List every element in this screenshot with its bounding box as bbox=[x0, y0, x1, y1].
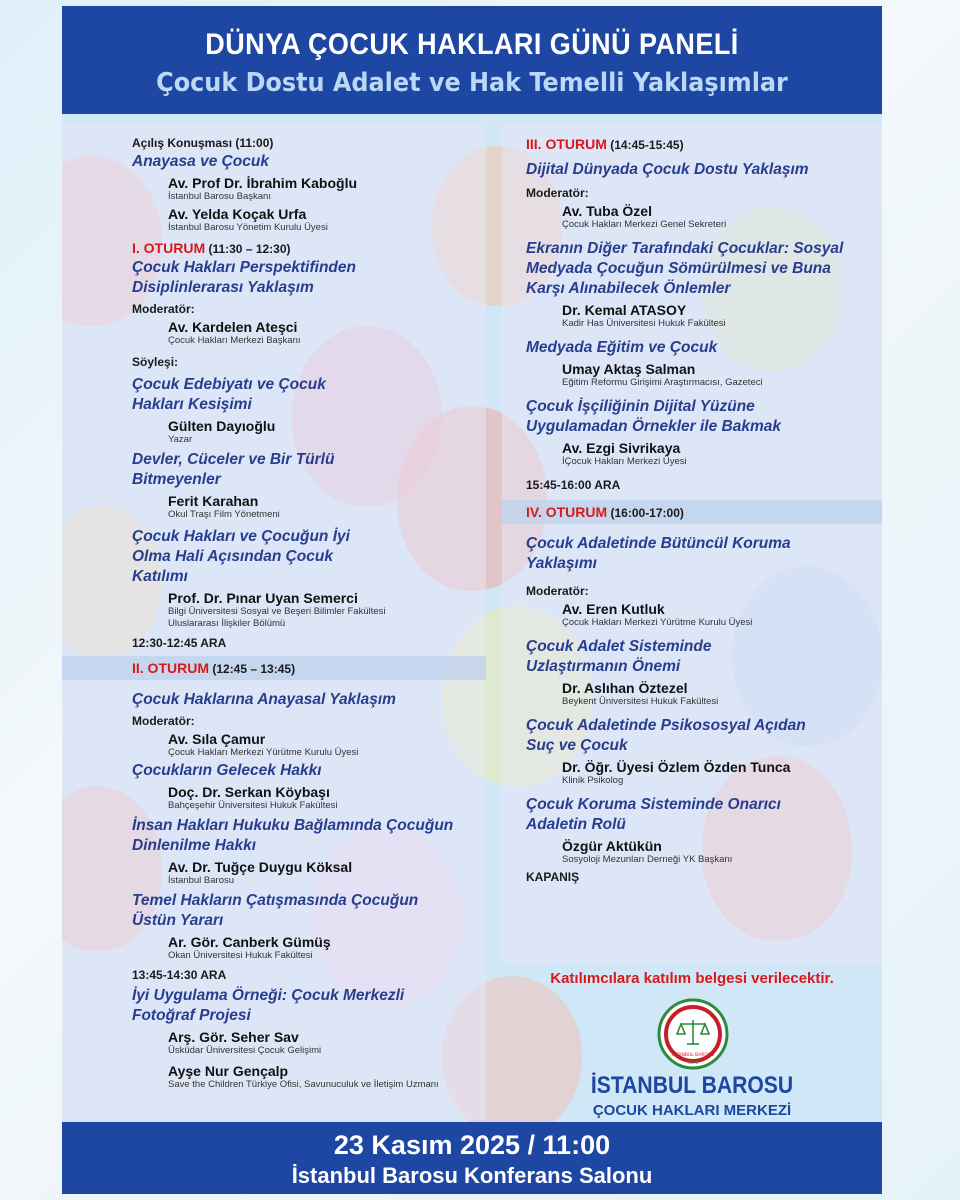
program-right-column bbox=[502, 122, 882, 964]
title-banner bbox=[62, 6, 882, 114]
talk-topic: Çocuk İşçiliğinin Dijital Yüzüne Uygulamadan Örnekler ile Bakmak bbox=[526, 398, 782, 435]
org-name: İSTANBUL BAROSU bbox=[590, 1072, 794, 1099]
org-unit: ÇOCUK HAKLARI MERKEZİ bbox=[592, 1102, 792, 1119]
session-3-name: III. OTURUM bbox=[526, 136, 607, 152]
logo-ring-text: İSTANBUL BAROSU bbox=[671, 1053, 715, 1058]
talk-topic: İnsan Hakları Hukuku Bağlamında Çocuğun Dinlenilme Hakkı bbox=[132, 817, 454, 854]
speaker-name: Özgür Aktükün bbox=[562, 838, 662, 854]
moderator-name: Av. Eren Kutluk bbox=[562, 601, 665, 617]
session-2-time: (12:45 – 13:45) bbox=[212, 662, 296, 676]
speaker-role: Yazar bbox=[168, 434, 193, 445]
speaker-name: Umay Aktaş Salman bbox=[562, 361, 696, 377]
talk-topic: Çocuk Adalet Sisteminde Uzlaştırmanın Önemi bbox=[526, 638, 712, 675]
session-3-topic: Dijital Dünyada Çocuk Dostu Yaklaşım bbox=[526, 161, 809, 178]
talk-topic: Çocukların Gelecek Hakkı bbox=[132, 762, 322, 779]
session-3-time: (14:45-15:45) bbox=[610, 138, 684, 152]
speaker-role: Sosyoloji Mezunları Derneği YK Başkanı bbox=[562, 854, 733, 865]
session-2-topic: Çocuk Haklarına Anayasal Yaklaşım bbox=[132, 691, 396, 708]
logo-year: 1878 bbox=[687, 1060, 699, 1065]
speaker-name: Gülten Dayıoğlu bbox=[168, 418, 276, 434]
opening-label: Açılış Konuşması (11:00) bbox=[132, 136, 274, 150]
session-3-heading bbox=[526, 136, 882, 152]
speaker-role: Save the Children Türkiye Ofisi, Savunuculuk ve İletişim Uzmanı bbox=[168, 1079, 439, 1090]
session-1-topic: Çocuk Hakları Perspektifinden Disiplinlerarası Yaklaşım bbox=[132, 259, 356, 296]
speaker-name: Doç. Dr. Serkan Köybaşı bbox=[168, 784, 330, 800]
speaker-name: Dr. Aslıhan Öztezel bbox=[562, 680, 688, 696]
date-venue-banner bbox=[62, 1122, 882, 1194]
break-1: 12:30-12:45 ARA bbox=[132, 636, 227, 650]
speaker-name: Dr. Öğr. Üyesi Özlem Özden Tunca bbox=[562, 759, 791, 775]
session-4-name: IV. OTURUM bbox=[526, 504, 608, 520]
speaker-name: Ar. Gör. Canberk Gümüş bbox=[168, 934, 331, 950]
moderator-name: Av. Tuba Özel bbox=[562, 203, 652, 219]
speaker-role: İstanbul Barosu bbox=[168, 875, 235, 886]
moderator-name: Av. Sıla Çamur bbox=[168, 731, 266, 747]
session-4-time: (16:00-17:00) bbox=[610, 506, 684, 520]
session-4-topic: Çocuk Adaletinde Bütüncül Koruma Yaklaşımı bbox=[526, 535, 791, 572]
session-4-heading bbox=[502, 500, 882, 524]
talk-topic: Çocuk Hakları ve Çocuğun İyi Olma Hali Açısından Çocuk Katılımı bbox=[132, 528, 350, 585]
speaker-role: Beykent Üniversitesi Hukuk Fakültesi bbox=[562, 696, 719, 707]
talk-topic: İyi Uygulama Örneği: Çocuk Merkezli Fotoğraf Projesi bbox=[132, 987, 405, 1024]
break-2: 13:45-14:30 ARA bbox=[132, 968, 227, 982]
speaker-role: Klinik Psikolog bbox=[562, 775, 624, 786]
moderator-label: Moderatör: bbox=[526, 584, 589, 598]
speaker-role: Okan Üniversitesi Hukuk Fakültesi bbox=[168, 950, 313, 961]
session-2-heading bbox=[62, 656, 486, 680]
speaker-role: Bahçeşehir Üniversitesi Hukuk Fakültesi bbox=[168, 800, 338, 811]
moderator-label: Moderatör: bbox=[526, 186, 589, 200]
moderator-role: Çocuk Hakları Merkezi Yürütme Kurulu Üyesi bbox=[168, 747, 359, 758]
session-2-name: II. OTURUM bbox=[132, 660, 209, 676]
speaker-role: İÇocuk Hakları Merkezi Üyesi bbox=[562, 456, 687, 467]
speaker-role: Okul Traşı Film Yönetmeni bbox=[168, 509, 280, 520]
speaker-name: Arş. Gör. Seher Sav bbox=[168, 1029, 299, 1045]
speaker-role: İstanbul Barosu Yönetim Kurulu Üyesi bbox=[168, 222, 328, 233]
talk-topic: Temel Hakların Çatışmasında Çocuğun Üstün Yararı bbox=[132, 892, 419, 929]
speaker-name: Ferit Karahan bbox=[168, 493, 259, 509]
speaker-role: Kadir Has Üniversitesi Hukuk Fakültesi bbox=[562, 318, 726, 329]
speaker-role: İstanbul Barosu Başkanı bbox=[168, 191, 271, 202]
event-date: 23 Kasım 2025 / 11:00 bbox=[333, 1130, 611, 1160]
certificate-notice: Katılımcılara katılım belgesi verilecektir. bbox=[550, 970, 834, 987]
speaker-role: Üsküdar Üniversitesi Çocuk Gelişimi bbox=[168, 1045, 322, 1056]
moderator-role: Çocuk Hakları Merkezi Genel Sekreteri bbox=[562, 219, 727, 230]
talk-topic: Medyada Eğitim ve Çocuk bbox=[526, 339, 718, 356]
speaker-role: Bilgi Üniversitesi Sosyal ve Beşeri Bilimler Fakültesi Uluslararası İlişkiler Bölümü bbox=[168, 606, 386, 629]
speaker-role: Eğitim Reformu Girişimi Araştırmacısı, Gazeteci bbox=[562, 377, 763, 388]
speaker-name: Av. Dr. Tuğçe Duygu Köksal bbox=[168, 859, 353, 875]
poster bbox=[62, 6, 882, 1194]
talk-topic: Devler, Cüceler ve Bir Türlü Bitmeyenler bbox=[132, 451, 335, 488]
program-left-column bbox=[62, 122, 486, 1120]
moderator-role: Çocuk Hakları Merkezi Yürütme Kurulu Üyesi bbox=[562, 617, 753, 628]
talk-label: Söyleşi: bbox=[132, 355, 179, 369]
speaker-name: Ayşe Nur Gençalp bbox=[168, 1063, 289, 1079]
session-1-name: I. OTURUM bbox=[132, 240, 206, 256]
page-subtitle: Çocuk Dostu Adalet ve Hak Temelli Yaklaşımlar bbox=[156, 68, 788, 98]
moderator-name: Av. Kardelen Ateşci bbox=[168, 319, 298, 335]
talk-topic: Çocuk Koruma Sisteminde Onarıcı Adaletin Rolü bbox=[526, 796, 781, 833]
istanbul-bar-logo bbox=[618, 996, 768, 1076]
talk-topic: Ekranın Diğer Tarafındaki Çocuklar: Sosyal Medyada Çocuğun Sömürülmesi ve Buna Karşı Alınabilecek Önlemler bbox=[526, 240, 844, 297]
talk-topic: Çocuk Adaletinde Psikososyal Açıdan Suç ve Çocuk bbox=[526, 717, 806, 754]
talk-topic: Çocuk Edebiyatı ve Çocuk Hakları Kesişimi bbox=[132, 376, 326, 413]
moderator-label: Moderatör: bbox=[132, 302, 195, 316]
page-title: DÜNYA ÇOCUK HAKLARI GÜNÜ PANELİ bbox=[205, 28, 739, 61]
closing-label: KAPANIŞ bbox=[526, 870, 580, 884]
opening-topic: Anayasa ve Çocuk bbox=[132, 153, 269, 170]
speaker-name: Av. Ezgi Sivrikaya bbox=[562, 440, 681, 456]
session-1-heading bbox=[132, 240, 486, 256]
session-1-time: (11:30 – 12:30) bbox=[208, 242, 291, 256]
moderator-role: Çocuk Hakları Merkezi Başkanı bbox=[168, 335, 301, 346]
moderator-label: Moderatör: bbox=[132, 714, 195, 728]
speaker-name: Av. Yelda Koçak Urfa bbox=[168, 206, 307, 222]
event-venue: İstanbul Barosu Konferans Salonu bbox=[291, 1163, 653, 1188]
speaker-name: Dr. Kemal ATASOY bbox=[562, 302, 687, 318]
speaker-name: Av. Prof Dr. İbrahim Kaboğlu bbox=[168, 175, 358, 191]
speaker-name: Prof. Dr. Pınar Uyan Semerci bbox=[168, 590, 358, 606]
break-3: 15:45-16:00 ARA bbox=[526, 478, 621, 492]
